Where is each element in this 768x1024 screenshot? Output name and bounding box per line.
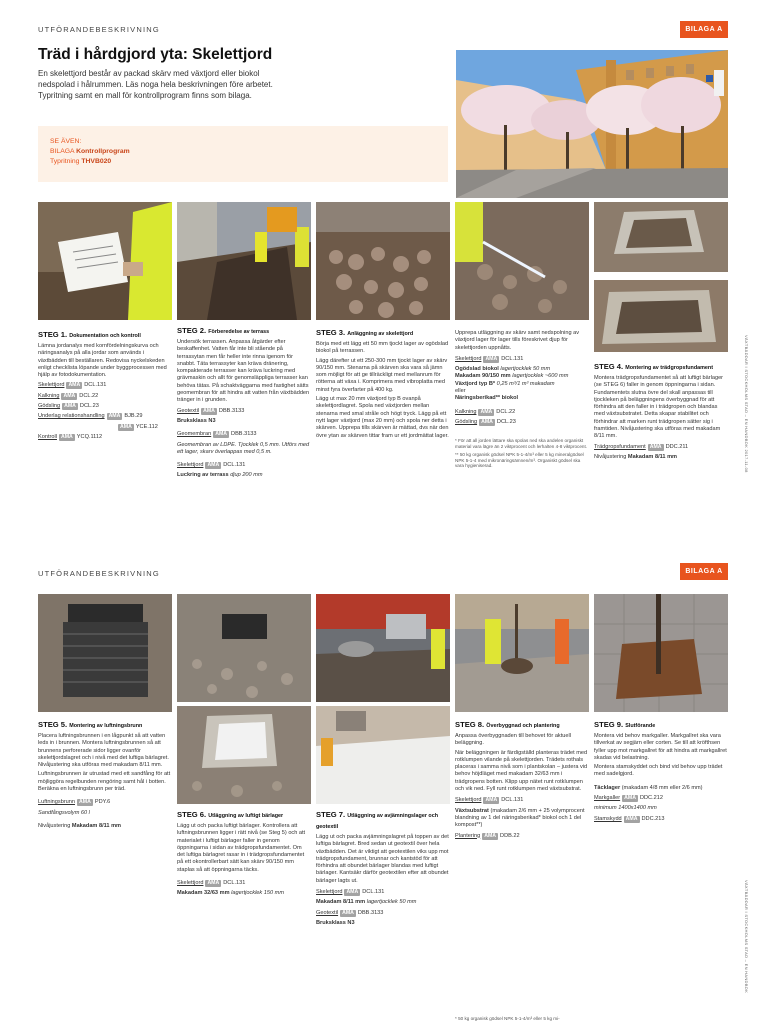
step3-text: Lägg ut max 20 mm växtjord typ B ovanpå skelettjordlagret. Spola ned växtjorden mellan stenarna med smal stråle och högt tryck. Lägg på ett nytt lager växtjord (max 20 mm) och spola ner detta i skärven. Upprepa tills skärven är mättad, dvs när den övre ytan av skärven tittar fram ur ett jordmättat lager. <box>316 396 449 439</box>
page1-side-text: VÄXTBÄDDAR I STOCKHOLMS STAD – EN HANDBOK 2017-11-08 <box>744 335 749 473</box>
step2-title: Förberedelse av terrass <box>208 329 270 335</box>
step6-number: STEG 6. <box>177 810 207 819</box>
see-also-heading: SE ÄVEN: <box>50 138 82 145</box>
intro-line: En skelettjord består av packad skärv med växtjord eller biokol <box>38 69 260 78</box>
step6-title: Utläggning av luftigt bärlager <box>208 813 284 819</box>
step2-heading <box>177 326 311 337</box>
step2-text: Undersök terrassen. Anpassa åtgärder efter beskaffenhet. Vatten får inte bli stående på terrassytan men får heller inte rinna igenom för snabbt. Täta terrassyter kan kräva dränering, kompakterade terrasser kan kräva luckring med grävmaskin och allt för genomsläppliga terrasser kan behöva tätas. På schaktväggarna med fastighet sätts geomembran för att hindra att vatten från växtbädden tränger in i grunden. <box>177 339 310 404</box>
material-line: Växtjord typ B* 0,25 m³/1 m³ makadam <box>455 380 555 387</box>
page2-side-text: VÄXTBÄDDAR I STOCKHOLMS STAD – EN HANDBOK <box>744 880 749 994</box>
step1-title: Dokumentation och kontroll <box>69 333 141 339</box>
intro-line: Typritning samt en mall för kontrollprogram finns som bilaga. <box>38 91 252 100</box>
step9-heading <box>594 720 728 731</box>
see-also-line-kontrollprogram <box>50 148 130 155</box>
material-line: Ogödslad biokol lagertjocklek 50 mm <box>455 366 551 373</box>
step6-heading <box>177 810 311 821</box>
step4-photo <box>594 202 728 352</box>
step5-number: STEG 5. <box>38 720 68 729</box>
step1-photo <box>38 202 172 320</box>
nivajustering: Nivåjustering Makadam 8/11 mm <box>594 453 678 460</box>
page2-header: UTFÖRANDEBESKRIVNING <box>38 569 160 578</box>
step3-block <box>316 328 450 442</box>
ref-geotextil: Geotextil AMA DBB.3133 <box>316 909 384 916</box>
footnote: ** 50 kg organisk gödsel NPK 5-1-4/m³ eller 5 kg mineralgödsel NPK 5-1-4 med mikronäringsämnen/m³. Organiskt gödsel ska vara hygieniserad. <box>455 451 584 469</box>
ref-skelettjord: Skelettjord AMA DCL.131 <box>316 889 385 896</box>
luckring: Luckring av terrass djup 200 mm <box>177 472 263 479</box>
sandfang: Sandfångsvolym 60 l <box>38 809 90 816</box>
bruksklass: Bruksklass N3 <box>177 417 216 424</box>
ref-tradgropsfundament: Trädgropsfundament AMA DDC.211 <box>594 443 689 450</box>
step9-photo <box>594 594 728 712</box>
step4-number: STEG 4. <box>594 362 624 371</box>
page1-header: UTFÖRANDEBESKRIVNING <box>38 25 160 34</box>
ref-godsling: Gödsling AMA DCL.23 <box>38 403 99 410</box>
step7-photo-bottom <box>316 706 450 804</box>
ref-plantering: Plantering AMA DDB.22 <box>455 832 520 839</box>
step3-continued-block <box>455 330 589 471</box>
ref-markgaller: Markgaller AMA DDC.212 <box>594 795 663 802</box>
material-line: Näringsberikad** biokol <box>455 395 519 402</box>
step1-text: Lämna jordanalys med kornfördelningskurva och näringsanalys på alla jordar som används i växtbädden till beställaren. Redovisa nyckelskeden enligt checklista löpande under byggprocessen med hjälp av fotodokumentation. <box>38 343 167 379</box>
geomembran-note: Geomembran av LDPE. Tjocklek 0,5 mm. Utförs med ett lager, skarv överlappas med 0,5 m. <box>177 441 310 455</box>
step5-text: Luftningsbrunnen är utrustad med ett sandfång för att möjliggöra regelbunden rengöring samt hål i botten. Beräkna en luftningsbrunn per träd. <box>38 771 171 793</box>
markgaller-note: minimum 1400x1400 mm <box>594 805 657 812</box>
step8-text: När beläggningen är färdigställd planteras trädet med rotklumpen vilande på skelettjorden. Trädets rothals placeras i samma nivå som i plantskolan – justera vid behov höjdläget med makadam 32/63 mm i trädgropens botten. Klipp upp nätet runt rotklumpen och vik ned. Fyll runt rotklumpen med växtsubstrat. <box>455 749 588 793</box>
typritning-link[interactable]: THVB020 <box>81 158 112 165</box>
step3b-text: Upprepa utläggning av skärv samt nedspolning av växtjord lager för lager tills föreskrivet djup för skelettjorden uppnåtts. <box>455 330 580 351</box>
see-also-line-typritning <box>50 158 111 165</box>
kontrollprogram-link[interactable]: Kontrollprogram <box>76 148 130 155</box>
step4-block <box>594 362 728 461</box>
ref-skelettjord: Skelettjord AMA DCL.131 <box>455 355 524 362</box>
step7-title: Utläggning av avjämningslager och geotextil <box>316 813 439 830</box>
step3b-photo <box>455 202 589 320</box>
step5-text: Placera luftningsbrunnen i en lågpunkt så att vatten leds in i brunnen. Montera luftningsbrunnen så att brunnens perforerade sidor ligger ovanför skelettjordslagret och i nivå med det luftiga bärlagret. Nivåjustering ska utföras med makadam 8/11 mm. <box>38 733 169 769</box>
step8-photo <box>455 594 589 712</box>
step5-photo <box>38 594 172 712</box>
step5-heading <box>38 720 172 731</box>
makadam-line: Makadam 32/63 mm lagertjocklek 150 mm <box>177 890 284 897</box>
nivajustering: Nivåjustering Makadam 8/11 mm <box>38 822 122 829</box>
step4-text: Montera trädgropsfundamentet så att luftigt bärlager (se STEG 6) faller in genom öppningarna i sidan. Fundamentets slutna övre del skall anpassas till tjockleken på beläggningens överbyggnad för att förhindra att den faller in i trädgropen och blandas med växtsubstratet. Detta skapar stabilitet och förhindrar att marken runt trädgropen sätter sig i framtiden. Nivåjustering ska utföras med makadam 8/11 mm. <box>594 375 724 440</box>
ref-godsling: Gödsling AMA DCL.23 <box>455 418 516 425</box>
step9-text: Montera vid behov markgaller. Markgallret ska vara tillverkat av segjärn eller corten. Se till att kröfthsen fyller upp mot markgallret för att hindra att markgallret skadas vid belastning. <box>594 733 727 761</box>
step1-heading <box>38 330 172 341</box>
step7-photo-top <box>316 594 450 702</box>
step1-block <box>38 330 172 444</box>
page1-bilaga-badge: BILAGA A <box>680 21 728 38</box>
ref-kalkning: Kalkning AMA DCL.22 <box>455 408 516 415</box>
step8-title: Överbyggnad och plantering <box>486 723 560 729</box>
step9-title: Slutförande <box>625 723 656 729</box>
step3-heading <box>316 328 450 339</box>
ref-stamskydd: Stamskydd AMA DDC.213 <box>594 815 665 822</box>
ref-skelettjord: Skelettjord AMA DCL.131 <box>455 797 524 804</box>
ref-geotextil: Geotextil AMA DBB.3133 <box>177 407 245 414</box>
material-line: Makadam 90/150 mm lagertjocklek ~600 mm <box>455 373 569 380</box>
vaxtsubstrat: Växtsubstrat (makadam 2/6 mm + 25 volymprocent blandning av 1 del näringsberikad* biokol och 1 del kompost**) <box>455 807 585 829</box>
step6-photo-top <box>177 594 311 702</box>
footnote: * För att all jorden lättare ska spolas ned ska andelen organiskt material vara lägre än 2 viktprocent och lerhalten 4-8 viktprocent. <box>455 438 588 450</box>
page-title: Träd i hårdgjord yta: Skelettjord <box>38 46 273 63</box>
step7-text: Lägg ut och packa avjämningslagret på toppen av det luftiga bärlagret. Bred sedan ut geotextil över hela växtbädden. Det är viktigt att geotextilen viks upp mot trädgropsfundament, brunnar och kantstöd för att förhindra att obundet bärlager blandas med luftigt bärlager. Kantsäkr därför geotextilen efter att obundet bärlager lagts ut. <box>316 834 449 884</box>
step3-title: Anläggning av skelettjord <box>347 331 414 337</box>
ref-skelettjord: Skelettjord AMA DCL.131 <box>177 880 246 887</box>
step7-number: STEG 7. <box>316 810 346 819</box>
step8-heading <box>455 720 589 731</box>
see-also-prefix: Typritning <box>50 158 80 165</box>
ref-skelettjord: Skelettjord AMA DCL.131 <box>177 462 246 469</box>
step2-photo <box>177 202 311 320</box>
ref-luftningsbrunn: Luftningsbrunn AMA PDY.6 <box>38 799 111 806</box>
see-also-box <box>38 126 448 182</box>
step7-heading <box>316 810 450 832</box>
ref-kontroll: Kontroll AMA YCQ.1112 <box>38 433 103 440</box>
step6-photo-bottom <box>177 706 311 804</box>
step8-footnote: * 50 kg organisk gödsel NPK 5-1-4/m³ eller 5 kg mi- <box>455 1016 560 1021</box>
step8-block <box>455 720 589 843</box>
step9-number: STEG 9. <box>594 720 624 729</box>
step5-block <box>38 720 172 830</box>
step3-text: Börja med ett lägg ett 50 mm tjockt lager av ogödslad biokol på terrassen. <box>316 341 449 355</box>
street-trees-photo <box>456 50 728 198</box>
ref-skelettjord: Skelettjord AMA DCL.131 <box>38 382 107 389</box>
step5-title: Montering av luftningsbrunn <box>69 723 143 729</box>
step2-block <box>177 326 311 480</box>
intro-text <box>38 68 418 101</box>
step6-block <box>177 810 311 898</box>
ref-kalkning: Kalkning AMA DCL.22 <box>38 392 99 399</box>
step3-number: STEG 3. <box>316 328 346 337</box>
step8-number: STEG 8. <box>455 720 485 729</box>
makadam-line: Makadam 8/11 mm lagertjocklek 50 mm <box>316 899 417 906</box>
ref-geomembran: Geomembran AMA DBB.3133 <box>177 431 257 438</box>
step3-photo <box>316 202 450 320</box>
step8-text: Anpassa överbyggnaden till behovet för aktuell beläggning. <box>455 733 571 747</box>
step4-heading <box>594 362 728 373</box>
step9-block <box>594 720 728 826</box>
step1-number: STEG 1. <box>38 330 68 339</box>
step9-text: Montera stamskyddet och bind vid behov upp trädet med sadelgjord. <box>594 764 723 778</box>
ref-underlag: Underlag relationshandling AMA BJB.29 <box>38 413 143 420</box>
bruksklass: Bruksklass N3 <box>316 919 355 926</box>
ref-yce: AMA YCE.112 <box>120 423 158 430</box>
step2-number: STEG 2. <box>177 326 207 335</box>
material-line: eller <box>455 388 466 395</box>
step7-block <box>316 810 450 927</box>
page2-bilaga-badge: BILAGA A <box>680 563 728 580</box>
tacklager: Täcklager (makadam 4/8 mm eller 2/6 mm) <box>594 784 703 791</box>
see-also-prefix: BILAGA <box>50 148 75 155</box>
intro-line: nedspolad i hålrummen. Läs noga hela beskrivningen före arbetet. <box>38 80 273 89</box>
step4-title: Montering av trädgropsfundament <box>625 365 714 371</box>
step6-text: Lägg ut och packa luftigt bärlager. Kontrollera att luftningsbrunnen ligger i rätt nivå (se Steg 5) och att materialet i luftigt bärlager faller in genom öppningarna i sidan av trädgropsfundamentet. Om det luftiga bärlagret rasar in i trädgropsfundamentet på ett okontrollerbart sätt kan skärv 90/150 mm staplas så att öppningarna täcks. <box>177 823 306 873</box>
step3-text: Lägg därefter ut ett 250-300 mm tjockt lager av skärv 90/150 mm. Stenarna på skärven ska vara så jämn som möjligt för att ge tillräckligt med mellanrum för rötterna att växa i. Komprimera med vibroplatta med minst fyra överfarter på 400 kg. <box>316 357 448 393</box>
